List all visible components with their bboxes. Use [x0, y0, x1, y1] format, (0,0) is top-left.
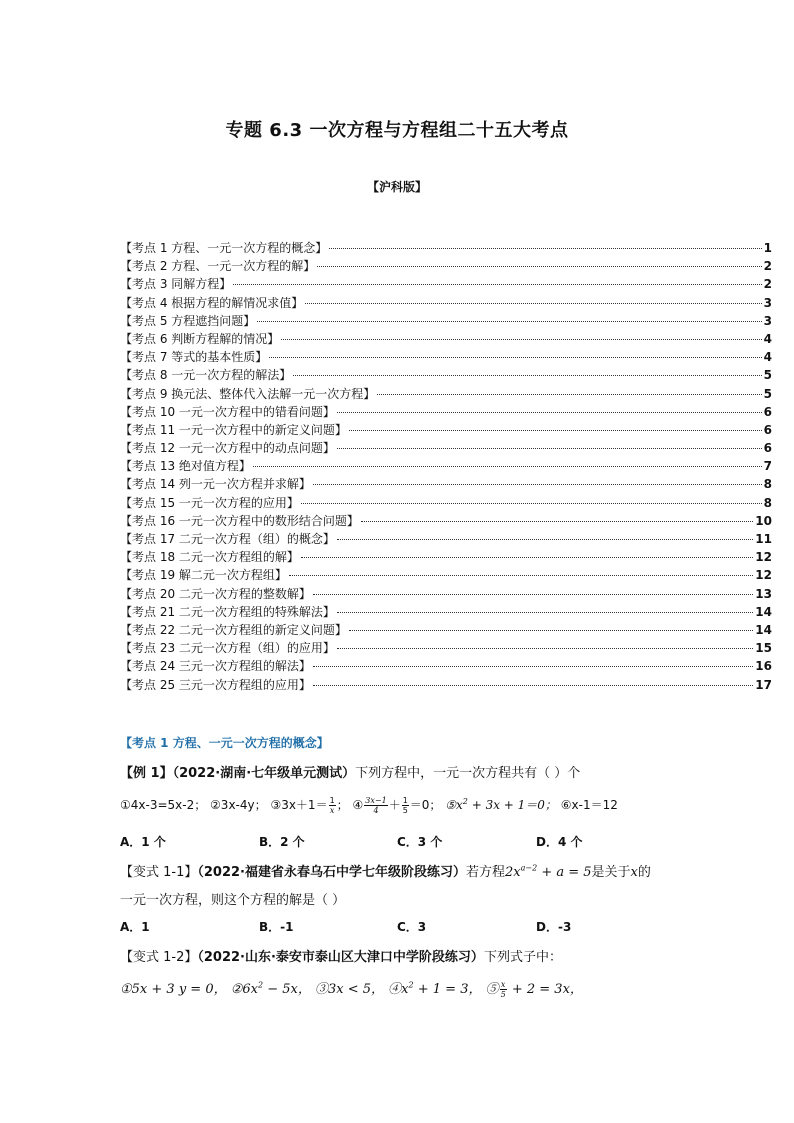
- toc-entry[interactable]: [120, 512, 772, 530]
- toc-entry-label: 【考点 24 三元一次方程组的解法】: [120, 659, 311, 674]
- variant-choice-d: D．-3: [536, 920, 572, 934]
- toc-leader-dots: [337, 448, 762, 449]
- formula-1: ①5x + 3 y = 0，: [120, 982, 227, 997]
- toc-entry[interactable]: [120, 676, 772, 694]
- example-label: 【例 1】: [120, 766, 173, 781]
- toc-entry[interactable]: [120, 421, 772, 439]
- toc-entry[interactable]: [120, 457, 772, 475]
- toc-leader-dots: [337, 648, 753, 649]
- toc-leader-dots: [313, 594, 753, 595]
- toc-entry[interactable]: [120, 330, 772, 348]
- variant-choice-a: A．1: [120, 920, 150, 934]
- formula-2: $②6x^2 - 5x$，: [230, 980, 311, 997]
- variant-1-1-stem-line2: 一元一次方程，则这个方程的解是（ ）: [120, 893, 346, 908]
- toc-entry-page: 2: [763, 259, 772, 274]
- variant-1-2-formulas: [120, 978, 583, 999]
- toc-entry-label: 【考点 3 同解方程】: [120, 277, 232, 292]
- toc-entry[interactable]: [120, 366, 772, 384]
- toc-entry-page: 8: [763, 477, 772, 492]
- toc-leader-dots: [257, 321, 761, 322]
- toc-entry[interactable]: [120, 239, 772, 257]
- equation-2: ②3x-4y；: [210, 798, 267, 812]
- choice-d: D．4 个: [536, 835, 583, 849]
- toc-entry[interactable]: [120, 348, 772, 366]
- toc-entry-label: 【考点 9 换元法、整体代入法解一元一次方程】: [120, 386, 376, 401]
- toc-entry-page: 1: [763, 241, 772, 255]
- toc-entry-page: 8: [763, 495, 772, 510]
- toc-entry-label: 【考点 14 列一元一次方程并求解】: [120, 477, 311, 492]
- toc-entry-page: 15: [755, 641, 772, 656]
- toc-leader-dots: [269, 357, 761, 358]
- toc-entry-label: 【考点 10 一元一次方程中的错看问题】: [120, 404, 335, 419]
- toc-entry[interactable]: [120, 566, 772, 584]
- toc-entry-page: 4: [763, 331, 772, 346]
- toc-entry[interactable]: [120, 621, 772, 639]
- toc-entry[interactable]: [120, 385, 772, 403]
- toc-entry[interactable]: [120, 475, 772, 493]
- toc-leader-dots: [301, 503, 762, 504]
- example-stem-text: 下列方程中，一元一次方程共有（ ）个: [355, 766, 581, 781]
- toc-entry-label: 【考点 17 二元一次方程（组）的概念】: [120, 532, 335, 546]
- toc-entry-page: 2: [763, 277, 772, 292]
- example-1-stem: [120, 762, 580, 781]
- equation-3: ③3x＋1＝ $\frac{1}{x}$ ；: [270, 796, 349, 815]
- toc-entry-label: 【考点 15 一元一次方程的应用】: [120, 495, 299, 510]
- toc-entry-label: 【考点 5 方程遮挡问题】: [120, 313, 256, 328]
- equation-4: ④ $\frac{3x-1}{4}$ ＋ $\frac{1}{5}$ ＝0；: [352, 796, 442, 815]
- toc-entry-label: 【考点 2 方程、一元一次方程的解】: [120, 259, 316, 274]
- toc-leader-dots: [337, 412, 762, 413]
- table-of-contents: [120, 239, 772, 694]
- toc-entry-page: 14: [755, 604, 772, 619]
- toc-leader-dots: [337, 539, 753, 540]
- toc-leader-dots: [313, 685, 753, 686]
- toc-entry-page: 14: [755, 622, 772, 637]
- toc-entry-page: 5: [763, 368, 772, 383]
- toc-entry-label: 【考点 21 二元一次方程组的特殊解法】: [120, 604, 335, 619]
- toc-entry[interactable]: [120, 603, 772, 621]
- equation-6: ⑥x-1＝12: [560, 798, 618, 812]
- toc-leader-dots: [253, 466, 762, 467]
- edition-label: 【沪科版】: [366, 180, 427, 194]
- variant-choice-b: B．-1: [259, 920, 294, 934]
- formula-4: $④x^2 + 1 = 3$，: [388, 980, 482, 997]
- toc-entry-label: 【考点 6 判断方程解的情况】: [120, 331, 280, 346]
- example-source: （2022·湖南·七年级单元测试）: [172, 766, 356, 781]
- toc-entry-page: 17: [755, 677, 772, 692]
- toc-entry-page: 12: [755, 568, 772, 583]
- formula-3: ③3x < 5，: [315, 982, 385, 997]
- toc-entry[interactable]: [120, 548, 772, 566]
- toc-entry-label: 【考点 1 方程、一元一次方程的概念】: [120, 241, 328, 255]
- choice-a: A．1 个: [120, 835, 166, 849]
- example-1-equations: [120, 796, 618, 815]
- toc-entry[interactable]: [120, 530, 772, 548]
- toc-entry-label: 【考点 7 等式的基本性质】: [120, 350, 268, 365]
- variant-label: 【变式 1-1】: [120, 865, 198, 880]
- toc-entry-page: 6: [763, 422, 772, 437]
- variant-choice-c: C．3: [397, 920, 427, 934]
- toc-entry[interactable]: [120, 585, 772, 603]
- toc-entry[interactable]: [120, 257, 772, 275]
- toc-entry-label: 【考点 11 一元一次方程中的新定义问题】: [120, 422, 347, 437]
- variant-source: （2022·福建省永春乌石中学七年级阶段练习）: [197, 865, 466, 880]
- toc-entry[interactable]: [120, 657, 772, 675]
- toc-entry-label: 【考点 20 二元一次方程的整数解】: [120, 586, 311, 601]
- toc-entry-page: 4: [763, 350, 772, 365]
- choice-c: C．3 个: [397, 835, 443, 849]
- toc-entry-label: 【考点 22 二元一次方程组的新定义问题】: [120, 622, 347, 637]
- toc-leader-dots: [289, 575, 753, 576]
- toc-entry-label: 【考点 18 二元一次方程组的解】: [120, 550, 299, 565]
- toc-leader-dots: [305, 303, 761, 304]
- toc-leader-dots: [349, 430, 762, 431]
- toc-entry-label: 【考点 8 一元一次方程的解法】: [120, 368, 292, 383]
- toc-leader-dots: [233, 284, 761, 285]
- toc-entry-label: 【考点 4 根据方程的解情况求值】: [120, 295, 304, 310]
- toc-entry-label: 【考点 19 解二元一次方程组】: [120, 568, 287, 583]
- toc-entry-page: 7: [763, 459, 772, 474]
- toc-entry-page: 6: [763, 441, 772, 456]
- toc-entry[interactable]: [120, 403, 772, 421]
- document-title: 专题 6.3 一次方程与方程组二十五大考点: [225, 120, 569, 141]
- choice-b: B．2 个: [259, 835, 305, 849]
- toc-leader-dots: [349, 630, 753, 631]
- toc-leader-dots: [329, 248, 761, 249]
- toc-entry[interactable]: [120, 439, 772, 457]
- toc-entry-page: 11: [755, 532, 772, 546]
- toc-entry-page: 3: [763, 313, 772, 328]
- toc-leader-dots: [361, 521, 753, 522]
- toc-entry[interactable]: [120, 494, 772, 512]
- toc-leader-dots: [281, 339, 761, 340]
- variant-1-2-stem: 【变式 1-2】（2022·山东·泰安市泰山区大津口中学阶段练习）下列式子中：: [120, 950, 562, 965]
- toc-leader-dots: [313, 666, 753, 667]
- toc-leader-dots: [301, 557, 753, 558]
- toc-entry-label: 【考点 23 二元一次方程（组）的应用】: [120, 641, 335, 656]
- variant-label: 【变式 1-2】: [120, 950, 198, 965]
- toc-entry-label: 【考点 16 一元一次方程中的数形结合问题】: [120, 513, 359, 528]
- toc-entry-page: 10: [755, 513, 772, 528]
- toc-entry-label: 【考点 12 一元一次方程中的动点问题】: [120, 441, 335, 456]
- variant-1-1-stem: 【变式 1-1】（2022·福建省永春乌石中学七年级阶段练习）若方程$2x^{a-2} + a = 5$是关于x的: [120, 863, 651, 880]
- toc-entry-page: 12: [755, 550, 772, 565]
- toc-leader-dots: [337, 612, 753, 613]
- toc-entry[interactable]: [120, 312, 772, 330]
- toc-entry-page: 16: [755, 659, 772, 674]
- section-heading: 【考点 1 方程、一元一次方程的概念】: [120, 736, 329, 750]
- toc-leader-dots: [317, 266, 761, 267]
- toc-entry-label: 【考点 13 绝对值方程】: [120, 459, 251, 474]
- toc-entry-page: 5: [763, 386, 772, 401]
- equation-1: ①4x-3=5x-2；: [120, 798, 207, 812]
- formula-5: ⑤ $\frac{x}{5}$ + 2 = 3x，: [485, 980, 583, 999]
- equation-5: $⑤x^2 + 3x + 1=0$；: [445, 797, 557, 812]
- variant-source: （2022·山东·泰安市泰山区大津口中学阶段练习）: [197, 950, 484, 965]
- toc-leader-dots: [293, 375, 761, 376]
- toc-leader-dots: [377, 394, 761, 395]
- toc-entry-page: 3: [763, 295, 772, 310]
- toc-leader-dots: [313, 484, 762, 485]
- toc-entry-label: 【考点 25 三元一次方程组的应用】: [120, 677, 311, 692]
- toc-entry[interactable]: [120, 639, 772, 657]
- toc-entry[interactable]: [120, 275, 772, 293]
- toc-entry[interactable]: [120, 294, 772, 312]
- toc-entry-page: 6: [763, 404, 772, 419]
- toc-entry-page: 13: [755, 586, 772, 601]
